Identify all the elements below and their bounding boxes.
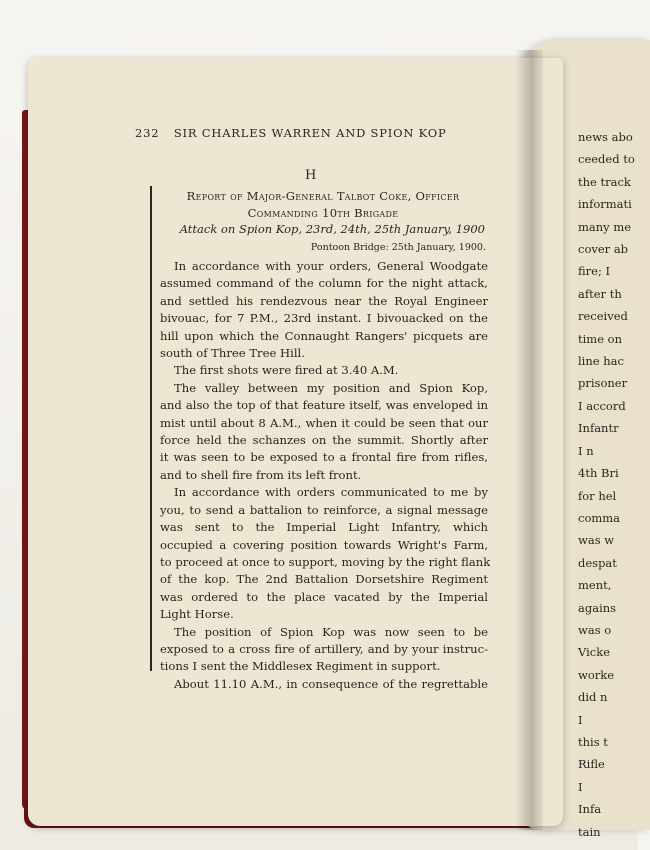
right-fragment: news abo xyxy=(578,130,633,144)
right-fragment: Infa xyxy=(578,802,602,817)
right-fragment: was w xyxy=(578,533,615,548)
body-line: and also the top of that feature itself, was enveloped in xyxy=(160,398,488,413)
appendix-letter: H xyxy=(305,168,317,183)
right-fragment: Rifle xyxy=(578,757,605,772)
right-fragment: agains xyxy=(578,600,617,615)
right-fragment: received xyxy=(578,309,628,324)
right-fragment: line hac xyxy=(578,354,624,369)
body-line: hill upon which the Connaught Rangers' picquets are xyxy=(160,328,488,343)
body-line: About 11.10 A.M., in consequence of the regrettable xyxy=(174,676,488,691)
body-line: occupied a covering position towards Wright's Farm, xyxy=(160,537,488,552)
body-line: and to shell fire from its left front. xyxy=(160,467,362,482)
attack-subtitle: Attack on Spion Kop, 23rd, 24th, 25th January, 1900 xyxy=(179,222,485,236)
right-fragment: fire; I xyxy=(578,264,611,279)
running-head xyxy=(135,126,515,140)
right-fragment: was o xyxy=(578,622,612,637)
body-line: force held the schanzes on the summit. Shortly after xyxy=(160,433,488,448)
body-line: and settled his rendezvous near the Royal Engineer xyxy=(160,293,488,308)
right-fragment: I accord xyxy=(578,398,626,413)
right-fragment: ment, xyxy=(578,578,612,593)
running-title: SIR CHARLES WARREN AND SPION KOP xyxy=(173,126,447,140)
report-title-line-2: Commanding 10th Brigade xyxy=(247,206,399,220)
book-gutter-shadow xyxy=(515,50,543,830)
body-line: Light Horse. xyxy=(160,607,234,622)
body-line: of the kop. The 2nd Battalion Dorsetshire Regiment xyxy=(160,572,488,587)
right-fragment: informati xyxy=(578,197,632,212)
right-fragment: I xyxy=(578,712,583,727)
page-number: 232 xyxy=(135,126,160,140)
report-body xyxy=(160,258,491,693)
right-fragment: worke xyxy=(578,667,615,682)
body-line: The position of Spion Kop was now seen to be xyxy=(174,624,488,639)
body-line: exposed to a cross fire of artillery, and by your instruc- xyxy=(160,641,488,656)
right-fragment: comma xyxy=(578,510,621,525)
right-fragment: this t xyxy=(578,734,608,749)
dateline: Pontoon Bridge: 25th January, 1900. xyxy=(310,242,486,253)
right-fragment: after th xyxy=(578,286,622,301)
body-line: The first shots were fired at 3.40 A.M. xyxy=(174,363,399,378)
right-fragment: time on xyxy=(578,331,622,346)
right-fragment: Infantr xyxy=(578,421,619,436)
body-line: you, to send a battalion to reinforce, a signal message xyxy=(160,502,488,517)
right-fragment: prisoner xyxy=(578,376,628,391)
body-line: In accordance with orders communicated to me by xyxy=(174,485,488,500)
right-fragment: did n xyxy=(578,690,608,705)
body-line: tions I sent the Middlesex Regiment in support. xyxy=(160,659,441,674)
right-fragment: 4th Bri xyxy=(578,466,619,481)
body-line: mist until about 8 A.M., when it could be seen that our xyxy=(160,415,488,430)
right-fragment: tain xyxy=(578,824,601,839)
right-fragment: the track xyxy=(578,174,631,189)
right-fragment: cover ab xyxy=(578,242,629,257)
right-fragment: Vicke xyxy=(578,645,610,660)
right-page-text xyxy=(578,126,640,839)
body-line: was sent to the Imperial Light Infantry, which xyxy=(160,520,488,535)
right-fragment: many me xyxy=(578,219,632,234)
right-fragment: I xyxy=(578,779,583,794)
body-line: to proceed at once to support, moving by the right flank xyxy=(160,554,491,569)
body-line: south of Three Tree Hill. xyxy=(160,346,305,361)
report-title xyxy=(163,188,483,222)
body-line: The valley between my position and Spion Kop, xyxy=(174,380,488,395)
right-fragment: ceeded to xyxy=(578,152,635,167)
body-line: bivouac, for 7 P.M., 23rd instant. I bivouacked on the xyxy=(160,311,488,326)
body-line: it was seen to be exposed to a frontal fire from rifles, xyxy=(160,450,488,465)
right-fragment: despat xyxy=(578,555,617,570)
report-title-line-1: Report of Major-General Talbot Coke, Officer xyxy=(186,189,460,203)
body-line: was ordered to the place vacated by the Imperial xyxy=(160,589,488,604)
body-line: In accordance with your orders, General Woodgate xyxy=(174,259,488,273)
right-fragment: for hel xyxy=(578,488,617,503)
margin-rule xyxy=(150,186,152,671)
right-fragment: I n xyxy=(578,443,594,458)
body-line: assumed command of the column for the night attack, xyxy=(160,276,488,291)
